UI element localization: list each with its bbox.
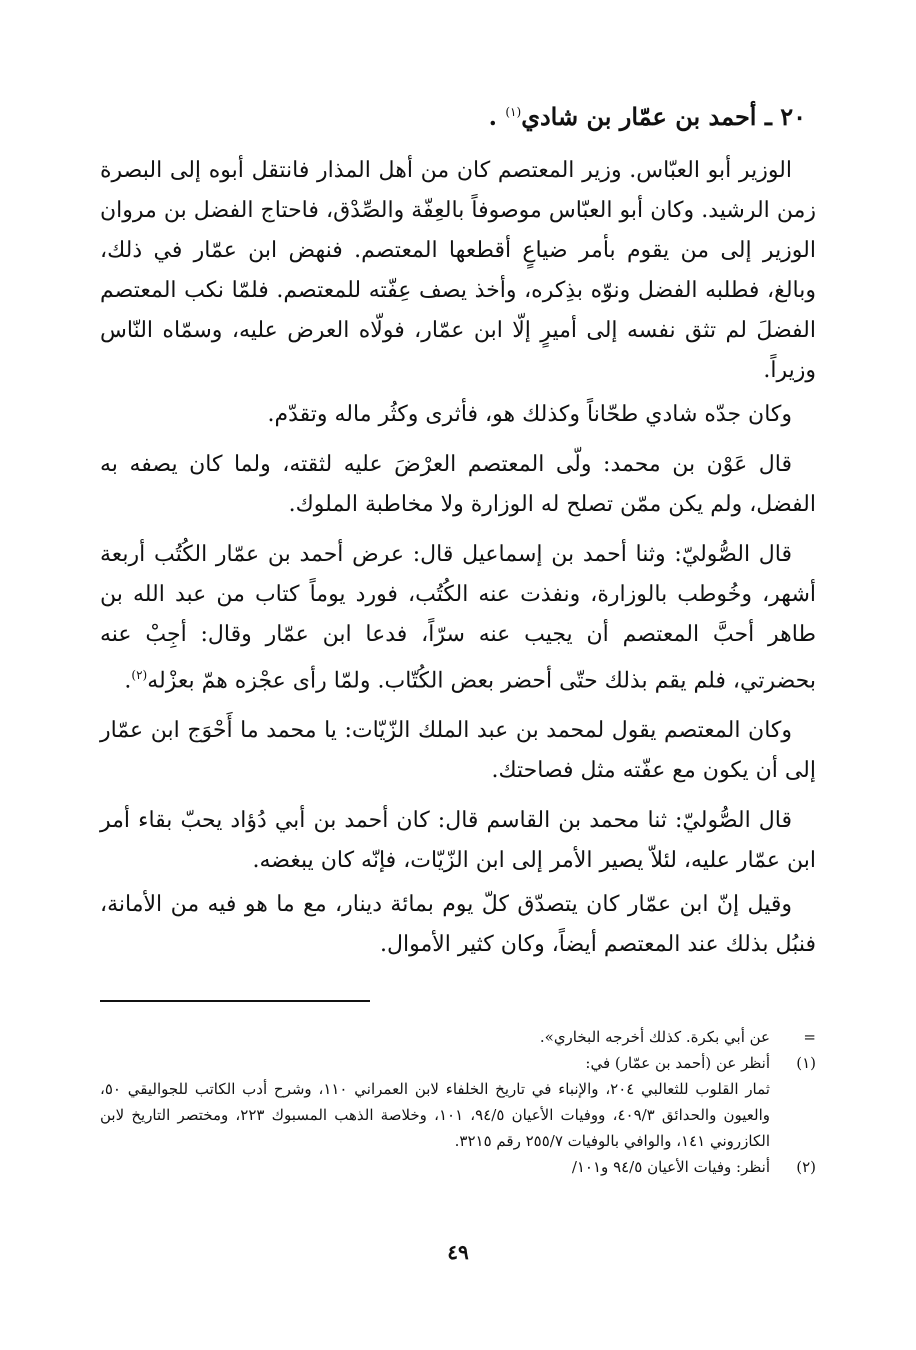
paragraph-3: قال عَوْن بن محمد: ولّى المعتصم العرْضَ عليه لثقته، ولما كان يصفه به الفضل، ولم يكن ممّن تصلح له الوزارة ولا مخاطبة الملوك.: [100, 452, 816, 517]
footnote-marker: (١): [796, 1054, 816, 1072]
paragraph-4-footnote-ref: (٢): [131, 668, 148, 682]
paragraph-2: وكان جدّه شادي طحّاناً وكذلك هو، فأثرى وكثُر ماله وتقدّم.: [267, 402, 792, 427]
footnote-marker: (٢): [796, 1158, 816, 1176]
paragraph-6: قال الصُّوليّ: ثنا محمد بن القاسم قال: كان أحمد بن أبي دُؤاد يحبّ بقاء أمر ابن عمّار عليه، لئلاّ يصير الأمر إلى ابن الزّيّات، فإنّه كان يبغضه.: [100, 808, 816, 874]
footnote-2: [100, 1154, 816, 1180]
paragraph-4-tail: .: [124, 668, 132, 694]
footnote-marker: =: [803, 1028, 816, 1046]
page-number: ٤٩: [447, 1240, 469, 1264]
heading-tail: .: [488, 102, 506, 131]
paragraph-4: [100, 535, 816, 701]
paragraph-1: الوزير أبو العبّاس. وزير المعتصم كان من أهل المذار فانتقل أبوه إلى البصرة زمن الرشيد. وكان أبو العبّاس موصوفاً بالعِفّة والصِّدْق، فاحتاج الفضل بن مروان الوزير إلى من يقوم بأمر ضياعٍ أقطعها المعتصم. فنهض ابن عمّار في ذلك، وبالغ، فطلبه الفضل ونوّه بذِكره، وأخذ يصف عِفّته للمعتصم. فلمّا نكب المعتصم الفضلَ لم تثق نفسه إلى أميرٍ إلّا ابن عمّار، فولّاه العرض عليه، وسمّاه النّاس وزيراً.: [100, 158, 816, 383]
footnote-1: [100, 1050, 816, 1076]
paragraph-7: وقيل إنّ ابن عمّار كان يتصدّق كلّ يوم بمائة دينار، مع ما هو فيه من الأمانة، فنبُل بذلك عند المعتصم أيضاً، وكان كثير الأموال.: [100, 892, 816, 958]
heading-footnote-ref: (١): [505, 105, 522, 119]
footnote-continuation: [100, 1024, 816, 1050]
footnote-separator: [100, 1000, 370, 1002]
heading-title: ٢٠ ـ أحمد بن عمّار بن شادي: [521, 102, 806, 131]
footnote-text: عن أبي بكرة. كذلك أخرجه البخاري».: [539, 1028, 770, 1046]
paragraph-5: وكان المعتصم يقول لمحمد بن عبد الملك الزّيّات: يا محمد ما أَحْوَج ابن عمّار إلى أن يكون مع عفّته مثل فصاحتك.: [100, 718, 816, 784]
footnotes: [100, 1024, 816, 1180]
main-text: [100, 92, 816, 975]
footnote-1-sources: ثمار القلوب للثعالبي ٢٠٤، والإنباء في تاريخ الخلفاء لابن العمراني ١١٠، وشرح أدب الكاتب للجواليقي ٥٠، والعيون والحدائق ٤٠٩/٣، ووفيات الأعيان ٩٤/٥، ١٠١، وخلاصة الذهب المسبوك ٢٢٣، ومختصر التاريخ لابن الكازروني ١٤١، والوافي بالوفيات ٢٥٥/٧ رقم ٣٢١٥.: [100, 1080, 771, 1150]
paragraph-4-text: قال الصُّوليّ: وثنا أحمد بن إسماعيل قال: عرض أحمد بن عمّار الكُتُب أربعة أشهر، وخُوطب بالوزارة، ونفذت عنه الكُتُب، فورد يوماً كتاب من عبد الله بن طاهر أحبَّ المعتصم أن يجيب عنه سرّاً، فدعا ابن عمّار وقال: أجِبْ عنه بحضرتي، فلم يقم بذلك حتّى أحضر بعض الكُتّاب. ولمّا رأى عجْزه همّ بعزْله: [100, 542, 816, 694]
footnote-text: أنظر: وفيات الأعيان ٩٤/٥ و١٠١/: [571, 1158, 770, 1176]
biography-heading: [100, 92, 806, 137]
footnote-text: أنظر عن (أحمد بن عمّار) في:: [585, 1054, 770, 1072]
